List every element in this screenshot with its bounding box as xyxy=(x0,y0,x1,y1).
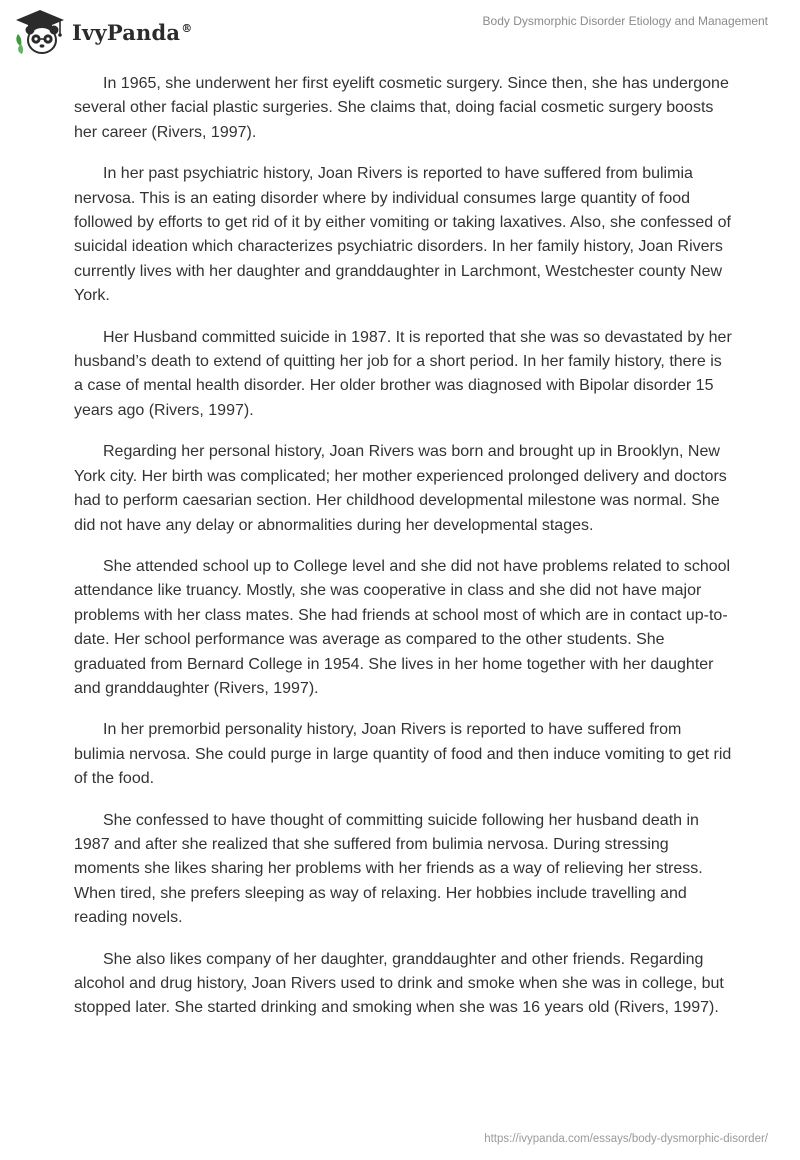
page-header xyxy=(0,0,800,64)
ivypanda-logo[interactable] xyxy=(14,8,192,56)
paragraph: She also likes company of her daughter, granddaughter and other friends. Regarding alcohol and drug history, Joan Rivers used to drink and smoke when she was in college, but stopped later. She started drinking and smoking when she was 16 years old (Rivers, 1997). xyxy=(74,950,724,1017)
paragraph: In her past psychiatric history, Joan Rivers is reported to have suffered from bulimia nervosa. This is an eating disorder where by individual consumes large quantity of food followed by efforts to get rid of it by either vomiting or taking laxatives. Also, she confessed of suicidal ideation which characterizes psychiatric disorders. In her family history, Joan Rivers currently lives with her daughter and granddaughter in Larchmont, Westchester county New York. xyxy=(74,165,731,305)
paragraph: She confessed to have thought of committing suicide following her husband death in 1987 and after she realized that she suffered from bulimia nervosa. During stressing moments she likes sharing her problems with her friends as a way of relieving her stress. When tired, she prefers sleeping as way of relaxing. Her hobbies include travelling and reading novels. xyxy=(74,811,703,927)
document-title: Body Dysmorphic Disorder Etiology and Management xyxy=(482,14,768,28)
paragraph: Her Husband committed suicide in 1987. It is reported that she was so devastated by her husband’s death to extend of quitting her job for a short period. In her family history, there is a case of mental health disorder. Her older brother was diagnosed with Bipolar disorder 15 years ago (Rivers, 1997). xyxy=(74,328,732,419)
panda-graduate-icon xyxy=(14,8,66,56)
paragraph: Regarding her personal history, Joan Rivers was born and brought up in Brooklyn, New York city. Her birth was complicated; her mother experienced prolonged delivery and doctors had to perform caesarian section. Her childhood developmental milestone was normal. She did not have any delay or abnormalities during her developmental stages. xyxy=(74,443,727,534)
brand-name: IvyPanda® xyxy=(72,19,193,45)
essay-body xyxy=(74,72,734,1038)
paragraph: In 1965, she underwent her first eyelift cosmetic surgery. Since then, she has undergone several other facial plastic surgeries. She claims that, doing facial cosmetic surgery boosts her career (Rivers, 1997). xyxy=(74,75,729,141)
paragraph: She attended school up to College level and she did not have problems related to school attendance like truancy. Mostly, she was cooperative in class and she did not have major problems with her class mates. She had friends at school most of which are in contact up-to-date. Her school performance was average as compared to the other students. She graduated from Bernard College in 1954. She lives in her home together with her daughter and granddaughter (Rivers, 1997). xyxy=(74,557,731,697)
source-url-link[interactable]: https://ivypanda.com/essays/body-dysmorphic-disorder/ xyxy=(484,1133,768,1145)
paragraph: In her premorbid personality history, Joan Rivers is reported to have suffered from bulimia nervosa. She could purge in large quantity of food and then induce vomiting to get rid of the food. xyxy=(74,721,732,788)
